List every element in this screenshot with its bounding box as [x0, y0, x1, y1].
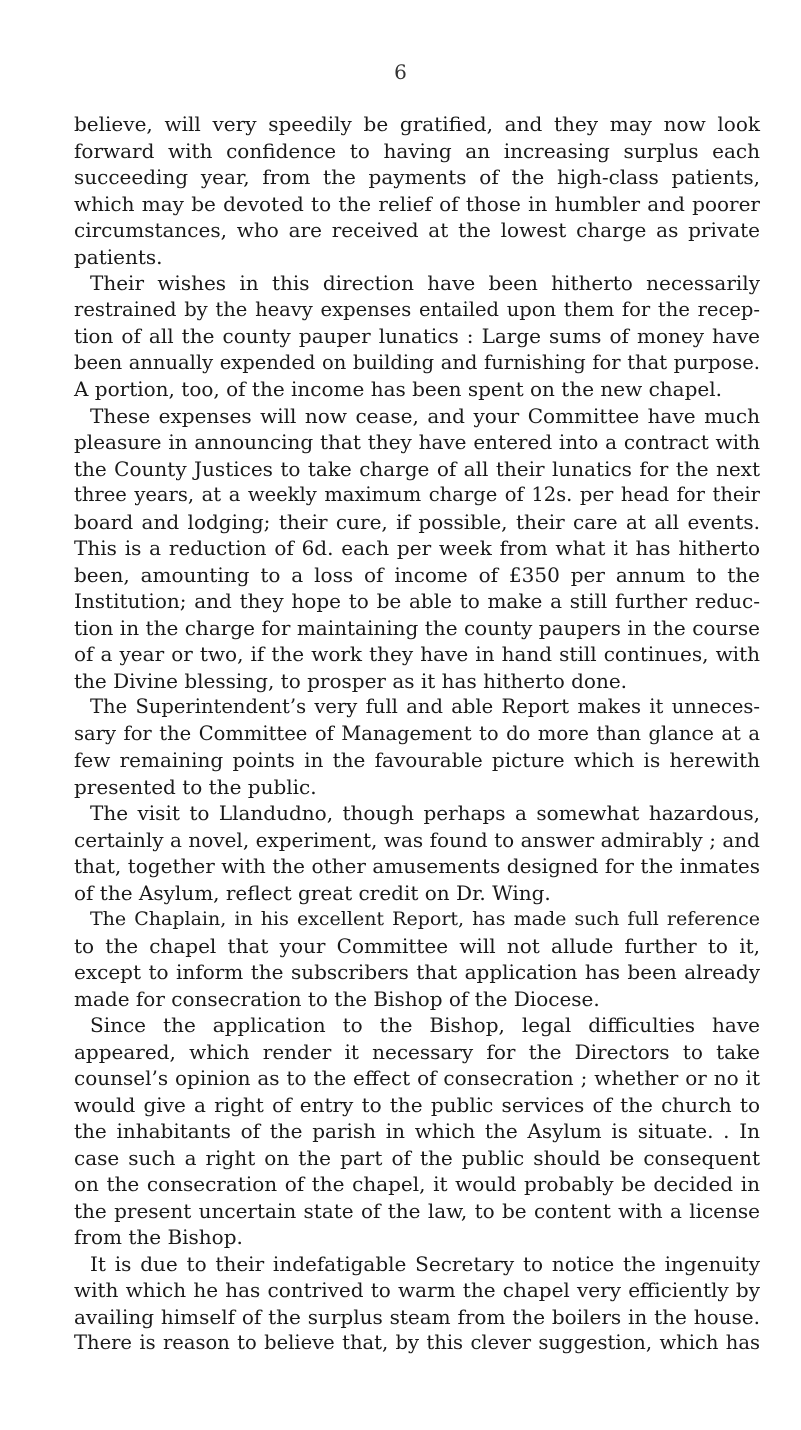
- text-line: A portion, too, of the income has been spent on the new chapel.: [74, 377, 722, 401]
- text-line: been, amounting to a loss of income of £350 per annum to the: [74, 562, 760, 587]
- text-line: pleasure in announcing that they have entered into a contract with: [74, 430, 760, 454]
- text-line: the Divine blessing, to prosper as it has hitherto done.: [74, 668, 628, 693]
- text-line: The visit to Llandudno, though perhaps a somewhat hazardous,: [90, 801, 760, 825]
- text-line: restrained by the heavy expenses entailed upon them for the recep-: [74, 297, 760, 321]
- text-line: made for consecration to the Bishop of the Diocese.: [74, 986, 600, 1011]
- text-line: appeared, which render it necessary for the Directors to take: [74, 1039, 760, 1064]
- text-line: of the Asylum, reflect great credit on Dr. Wing.: [74, 880, 551, 905]
- text-line: believe, will very speedily be gratified, and they may now look: [74, 112, 760, 136]
- text-line: It is due to their indefatigable Secretary to notice the ingenuity: [90, 1251, 760, 1276]
- text-line: circumstances, who are received at the lowest charge as private: [74, 218, 760, 242]
- text-line: The Superintendent’s very full and able Report makes it unneces-: [90, 695, 760, 718]
- text-line: The Chaplain, in his excellent Report, has made such full reference: [90, 908, 760, 930]
- text-line: counsel’s opinion as to the effect of consecration ; whether or no it: [74, 1066, 760, 1090]
- text-line: sary for the Committee of Management to do more than glance at a: [74, 721, 760, 745]
- text-line: except to inform the subscribers that application has been already: [74, 960, 760, 984]
- text-line: which may be devoted to the relief of those in humbler and poorer: [74, 191, 760, 216]
- text-line: These expenses will now cease, and your Committee have much: [90, 403, 760, 428]
- body-text: [74, 111, 760, 1357]
- text-line: tion in the charge for maintaining the county paupers in the course: [74, 615, 760, 640]
- text-line: There is reason to believe that, by this clever suggestion, which has: [74, 1331, 760, 1354]
- text-line: presented to the public.: [74, 774, 317, 799]
- text-line: the County Justices to take charge of all their lunatics for the next: [74, 456, 760, 481]
- text-line: succeeding year, from the payments of the high-class patients,: [74, 165, 760, 189]
- text-line: to the chapel that your Committee will not allude further to it,: [74, 933, 760, 958]
- text-line: certainly a novel, experiment, was found to answer admirably ; and: [74, 827, 760, 852]
- text-line: few remaining points in the favourable picture which is herewith: [74, 748, 760, 772]
- text-line: of a year or two, if the work they have in hand still continues, with: [74, 642, 760, 666]
- text-line: board and lodging; their cure, if possible, their care at all events.: [74, 509, 760, 534]
- text-line: with which he has contrived to warm the chapel very efficiently by: [74, 1278, 760, 1302]
- text-line: on the consecration of the chapel, it would probably be decided in: [74, 1172, 760, 1196]
- text-line: Since the application to the Bishop, legal difficulties have: [90, 1013, 760, 1037]
- text-line: case such a right on the part of the public should be consequent: [74, 1145, 760, 1170]
- text-line: patients.: [74, 244, 163, 269]
- text-line: three years, at a weekly maximum charge of 12s. per head for their: [74, 483, 760, 506]
- text-line: from the Bishop.: [74, 1225, 243, 1249]
- text-line: the present uncertain state of the law, to be content with a license: [74, 1198, 760, 1223]
- text-line: forward with confidence to having an increasing surplus each: [74, 138, 760, 163]
- text-line: availing himself of the surplus steam from the boilers in the house.: [74, 1304, 760, 1329]
- text-line: that, together with the other amusements designed for the inmates: [74, 854, 760, 878]
- text-line: tion of all the county pauper lunatics : Large sums of money have: [74, 324, 760, 348]
- text-line: would give a right of entry to the public services of the church to: [74, 1092, 760, 1117]
- text-line: Institution; and they hope to be able to make a still further reduc-: [74, 589, 760, 613]
- text-line: been annually expended on building and furnishing for that purpose.: [74, 350, 760, 374]
- text-line: This is a reduction of 6d. each per week from what it has hitherto: [74, 536, 760, 560]
- text-line: Their wishes in this direction have been hitherto necessarily: [90, 271, 760, 295]
- text-line: the inhabitants of the parish in which the Asylum is situate. . In: [74, 1119, 760, 1143]
- page-number: 6: [394, 60, 407, 84]
